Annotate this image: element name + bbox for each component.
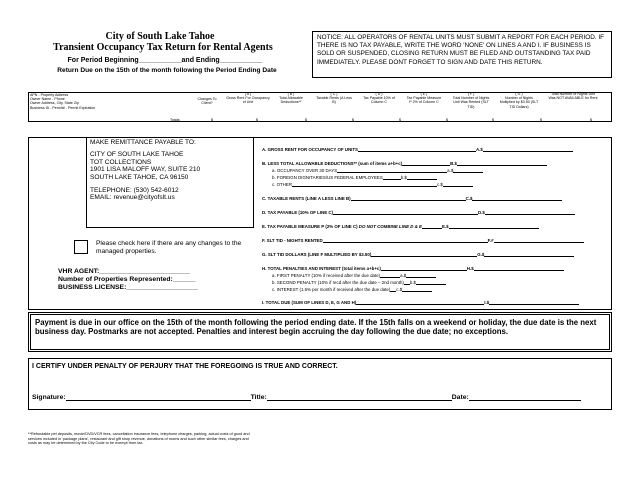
vhr-agent-field[interactable]: VHR AGENT:________________________ <box>58 268 191 275</box>
col-label: Gross Rent For Occupancy of Unit <box>226 96 270 105</box>
remit-heading: MAKE REMITTANCE PAYABLE TO: <box>90 139 196 146</box>
total-dollar: $ <box>305 118 307 122</box>
date-field[interactable] <box>469 395 581 401</box>
remit-bottom <box>86 227 254 228</box>
col-letter: ( A ) <box>244 92 252 96</box>
col-label: Tax Payable Measure P 2% of Column C <box>406 96 442 105</box>
remit-line: 1901 LISA MALOFF WAY, SUITE 210 <box>90 166 201 174</box>
remit-email: EMAIL: revenue@cityofslt.us <box>90 194 175 202</box>
line-f: F. SLT TID - NIGHTS RENTED F.# <box>262 237 584 243</box>
properties-count-field[interactable]: Number of Properties Represented:______ <box>58 276 196 283</box>
line-h-b: b. SECOND PENALTY (10% if recd after the due date – 2nd month) b.$ <box>272 279 446 285</box>
changes-check-label: Please check here if there are any changes to the managed properties. <box>96 240 242 255</box>
changes-checkbox[interactable] <box>74 240 88 254</box>
total-dollar: $ <box>352 118 354 122</box>
left-line: Owner Address, City, State Zip <box>30 101 79 106</box>
total-dollar: $ <box>211 118 213 122</box>
col-letter: ( B ) <box>287 92 295 96</box>
col-changes <box>196 97 218 105</box>
col-g <box>498 92 540 109</box>
remit-phone: TELEPHONE: (530) 542-6012 <box>90 187 179 195</box>
col-not-available <box>548 92 598 100</box>
title-label: Title: <box>250 394 267 401</box>
col-letter: ( E ) <box>420 92 428 96</box>
line-i: I. TOTAL DUE (SUM OF LINES D, E, G AND H) I.$ <box>262 299 579 305</box>
signature-row <box>32 394 581 401</box>
city-name: City of South Lake Tahoe <box>105 31 215 42</box>
col-label: Taxable Rents (A Less B) <box>316 96 352 105</box>
payment-notice-box <box>28 312 612 352</box>
line-h-a: a. FIRST PENALTY (10% if received after the due date) a.$ <box>272 272 436 278</box>
footnote: **Refundable pet deposits, movie/DVD/VCR fees, cancellation insurance fees, telephone charges, parking, actual costs of good and services included in 'package plans', restaurant and gift shop revenue, donations of rooms and such other similar fees, charges and costs as may be determined by the City Code to be exempt from tax. <box>28 432 250 446</box>
col-label: Number of Nights Multiplied by $3.50 (SLT TID Dollars) <box>499 96 539 109</box>
left-line: Business ID - Permit# - Permit Expiration <box>30 105 96 110</box>
notice-box: NOTICE: ALL OPERATORS OF RENTAL UNITS MUST SUBMIT A REPORT FOR EACH PERIOD. IF THERE IS NO TAX PAYABLE, WRITE THE WORD 'NONE' ON LINES A AND I. IF BUSINESS IS SOLD OR SUSPENDED, CLOSING RETURN MUST BE FILED AND OUTSTANDING TAX PAID IMMEDIATELY. PLEASE DONT FORGET TO SIGN AND DATE THIS RETURN. <box>312 31 612 78</box>
col-label: Total Number of Nights Unit Was Rented (SLT TID) <box>452 96 490 109</box>
line-d: D. TAX PAYABLE (10% OF LINE C) D.$ <box>262 209 575 215</box>
form-title: Transient Occupancy Tax Return for Rental Agents <box>53 42 273 53</box>
col-a <box>225 92 271 105</box>
total-dollar: $ <box>399 118 401 122</box>
line-g: G. SLT TID DOLLARS (LINE F MULTIPLIED BY $3.50) G.$ <box>262 251 574 257</box>
total-dollar: $ <box>492 118 494 122</box>
remit-divider <box>86 137 87 228</box>
col-label: Changes To Client? <box>197 97 217 106</box>
business-license-field[interactable]: BUSINESS LICENSE:___________________ <box>58 284 199 291</box>
line-a: A. GROSS RENT FOR OCCUPANCY OF UNITS A.$ <box>262 146 573 152</box>
certify-text: I CERTIFY UNDER PENALTY OF PERJURY THAT THE FOREGOING IS TRUE AND CORRECT. <box>32 363 338 370</box>
line-h: H. TOTAL PENALTIES AND INTEREST (total items a+b+c) H.$ <box>262 265 564 271</box>
property-fields-labels <box>30 93 180 110</box>
col-label: Total Allowable Deductions** <box>279 96 303 105</box>
left-line: APN - Property Address <box>30 93 69 97</box>
col-e <box>406 92 442 105</box>
signature-label: Signature: <box>32 394 66 401</box>
totals-label: Totals: <box>170 118 181 122</box>
line-c: C. TAXABLE RENTS (LINE A LESS LINE B) C.$ <box>262 195 562 201</box>
col-b <box>276 92 306 105</box>
col-letter: ( D ) <box>375 92 383 96</box>
col-c <box>316 92 352 105</box>
line-e-note: DO NOT COMBINE LINE D & E <box>358 224 422 229</box>
col-label: Tax Payable 10% of Column C <box>363 96 395 105</box>
remit-right <box>253 137 254 228</box>
col-letter: ( C ) <box>330 92 338 96</box>
title-field[interactable] <box>267 395 452 401</box>
col-label: Total Number of Nights Unit Was NOT AVAILABLE for Rent <box>548 92 598 101</box>
remit-line: SOUTH LAKE TAHOE, CA 96150 <box>90 173 189 181</box>
due-line: Return Due on the 15th of the month following the Period Ending Date <box>57 67 277 74</box>
line-b-b: b. FOREIGN DIGNITARIES/US FEDERAL EMPLOYEES b.$ <box>272 174 437 180</box>
col-letter: ( F ) <box>467 92 475 96</box>
remit-line: TOT COLLECTIONS <box>90 158 152 166</box>
total-dollar: $ <box>446 118 448 122</box>
date-label: Date: <box>451 394 469 401</box>
left-line: Owner Name - Phone <box>30 97 65 102</box>
line-b: B. LESS TOTAL ALLOWABLE DEDUCTIONS** (sum of items a+b+c) B.$ <box>262 160 547 166</box>
line-e: E. TAX PAYABLE MEASURE P (2% OF LINE C) DO NOT COMBINE LINE D & E E.$ <box>262 223 539 229</box>
signature-field[interactable] <box>66 395 251 401</box>
total-dollar: $ <box>256 118 258 122</box>
period-line[interactable]: For Period Beginning___________and Ending___________ <box>67 57 263 64</box>
total-dollar: $ <box>590 118 592 122</box>
remit-line: CITY OF SOUTH LAKE TAHOE <box>90 151 184 159</box>
line-b-c: c. OTHER c.$ <box>272 181 473 187</box>
line-b-a: a. OCCUPANCY OVER 30 DAYS a.$ <box>272 167 483 173</box>
col-letter: ( G ) <box>515 92 523 96</box>
payment-notice-text: Payment is due in our office on the 15th of the month following the period ending date. If the 15th falls on a weekend or holiday, the due date is the next business day. Postmarks are not accepted. Penalties and interest begin accruing the day following the due date; no exceptions. <box>35 318 597 337</box>
total-dollar: $ <box>540 118 542 122</box>
remittance-box <box>90 139 248 227</box>
line-h-c: c. INTEREST (1.5% per month if received after the due date) c.$ <box>272 286 432 292</box>
agent-block <box>58 268 198 292</box>
col-f <box>451 92 491 109</box>
col-d <box>362 92 396 105</box>
